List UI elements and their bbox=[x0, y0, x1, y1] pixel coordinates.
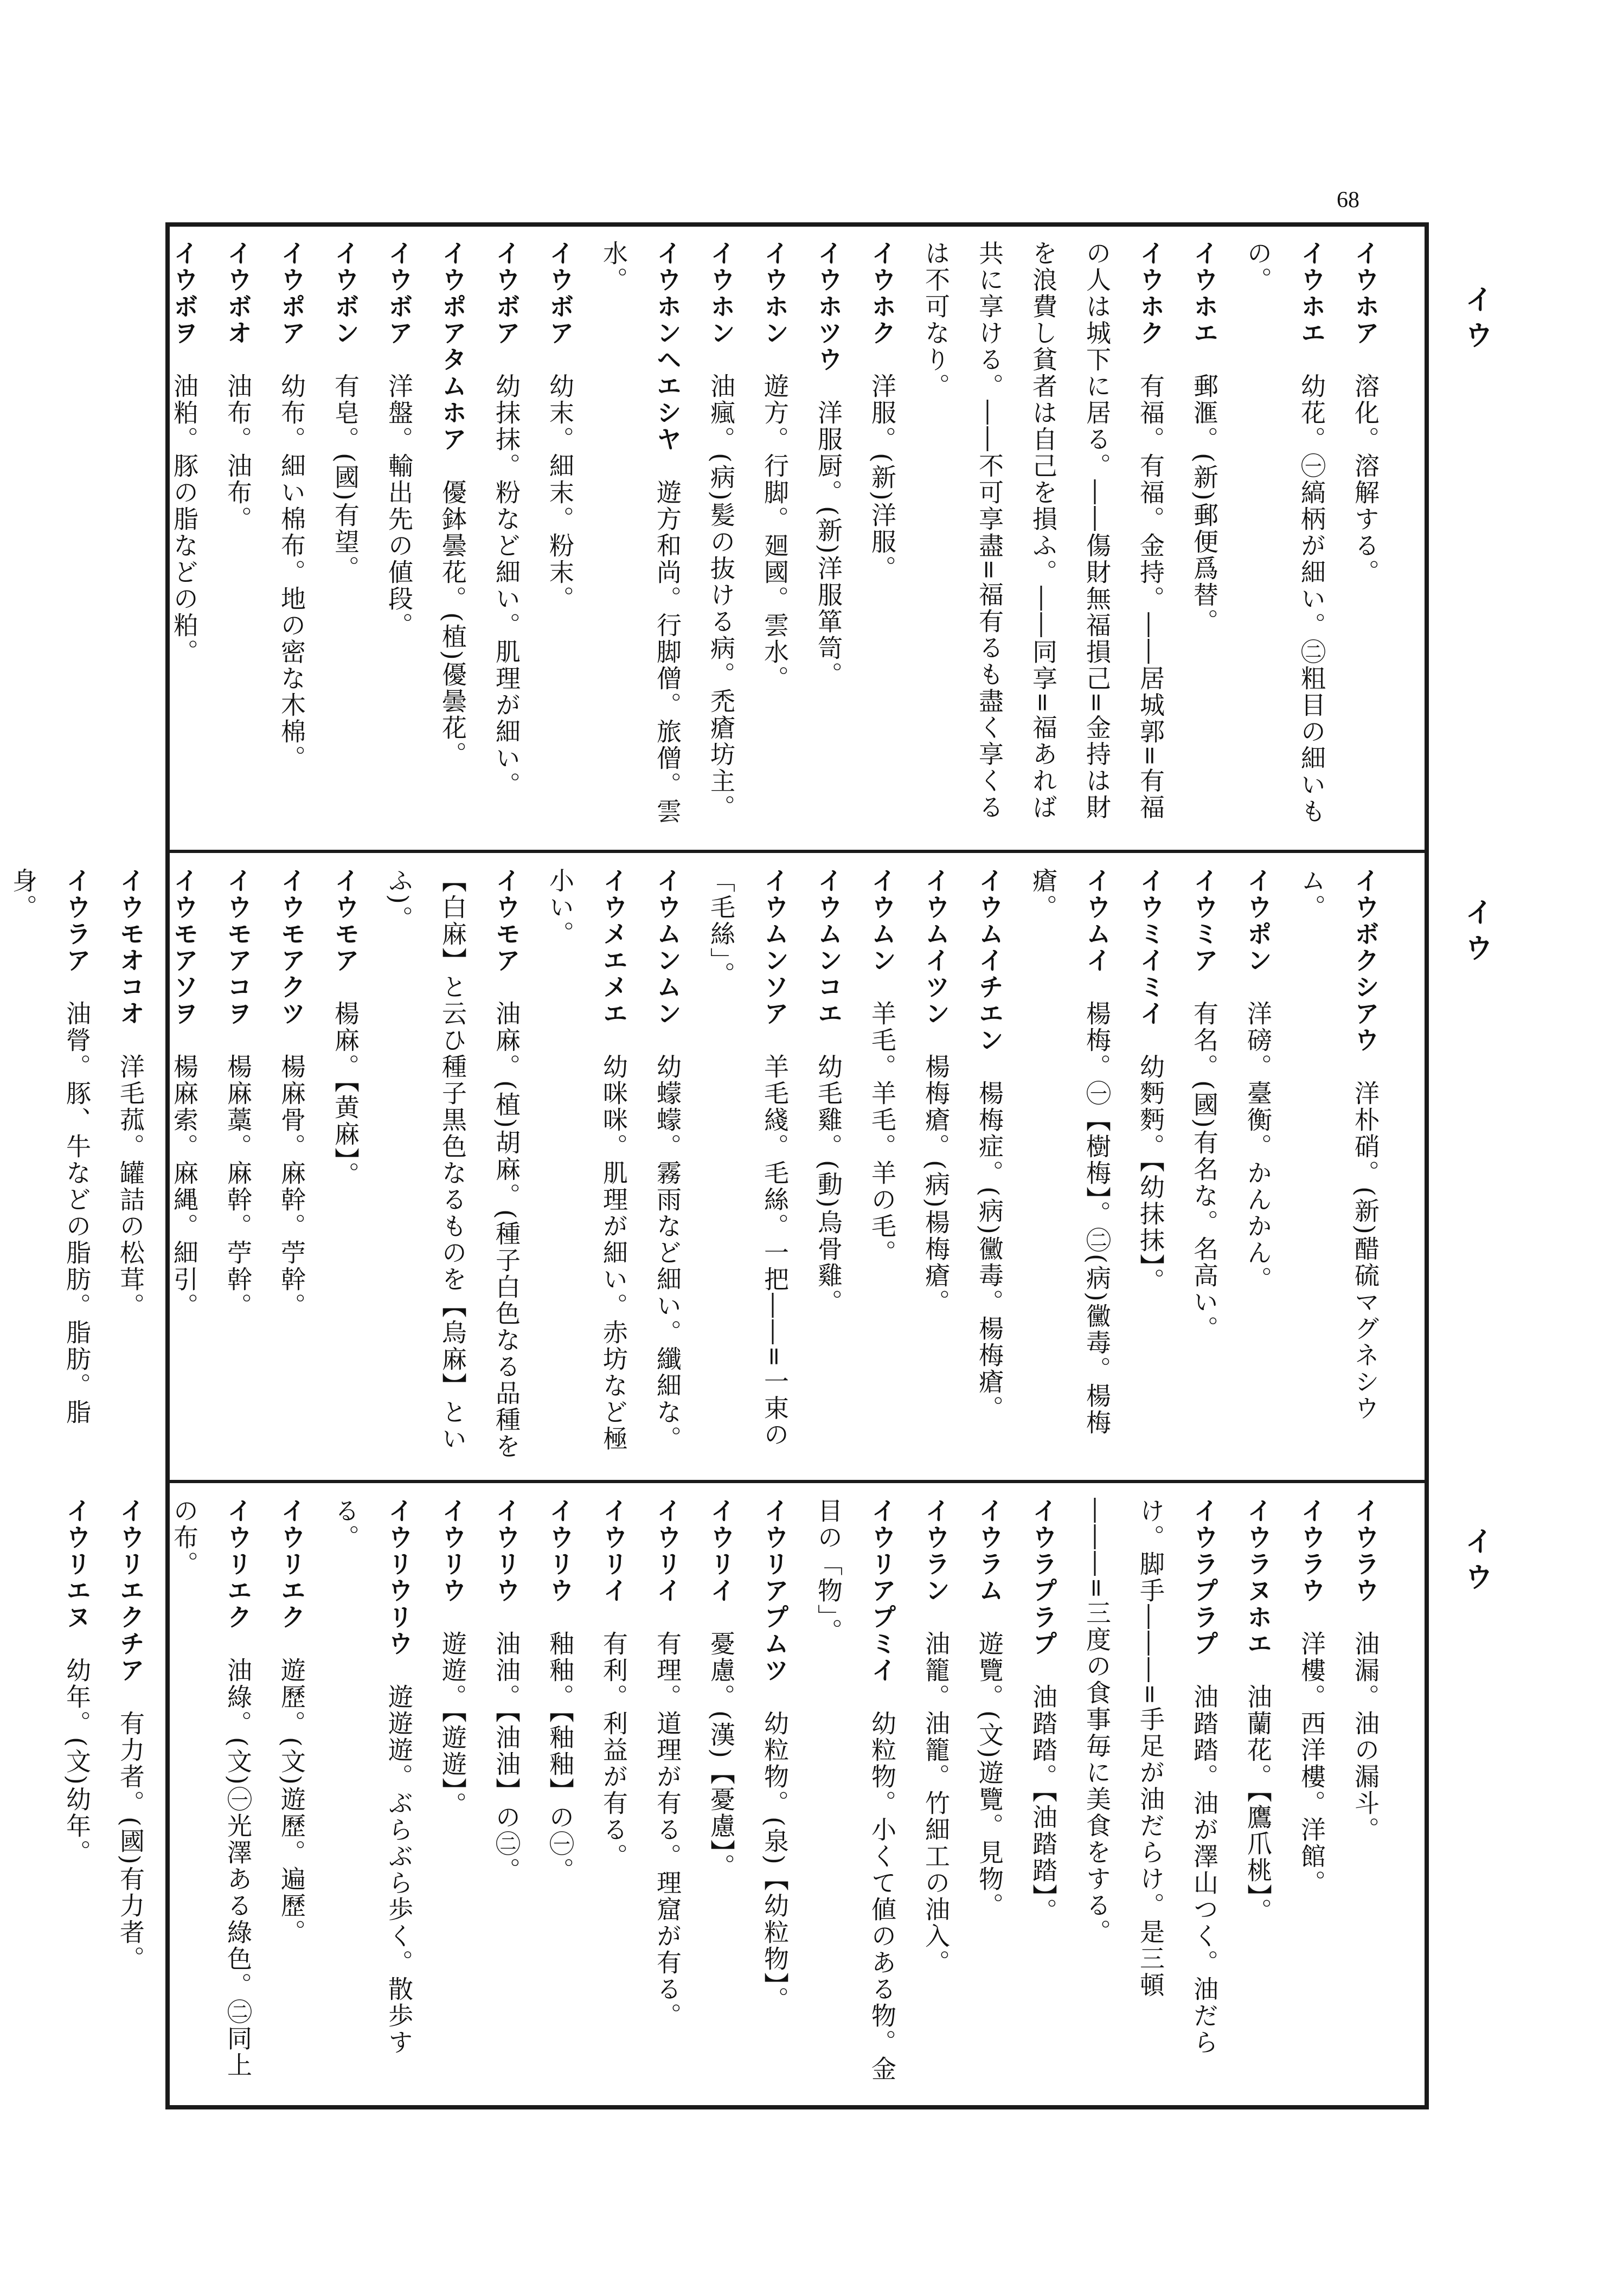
entry-headword: イウホク bbox=[1136, 240, 1165, 347]
dictionary-entry bbox=[426, 240, 479, 834]
entry-headword: イウムイチエン bbox=[975, 868, 1004, 1054]
dictionary-entry bbox=[211, 240, 265, 834]
entry-headword: イウボン bbox=[331, 240, 360, 347]
entry-definition: 油籠。油籠。竹細工の油入。 bbox=[921, 1631, 951, 1976]
entry-definition: 遊方和尚。行脚僧。旅僧。雲水。 bbox=[599, 240, 682, 825]
dictionary-entry bbox=[0, 868, 104, 1464]
section-header-2: イウ bbox=[1460, 897, 1493, 969]
entry-headword: イウリイ bbox=[707, 1498, 736, 1604]
entry-definition: 油粕。豚の脂などの粕。 bbox=[170, 373, 199, 665]
entry-headword: イウホンヘエシヤ bbox=[653, 240, 682, 453]
entry-headword: イウボヲ bbox=[170, 240, 199, 347]
dictionary-entry bbox=[1177, 240, 1231, 834]
entry-definition: 油膋。豚、牛などの脂肪。脂肪。脂身。 bbox=[9, 868, 92, 1426]
section-header-3: イウ bbox=[1460, 1527, 1493, 1598]
dictionary-entry bbox=[748, 240, 801, 834]
dictionary-entry bbox=[426, 1498, 479, 2092]
entry-headword: イウムイツン bbox=[921, 868, 951, 1027]
entry-headword: イウリイ bbox=[599, 1498, 628, 1604]
entry-definition: 油麻。(植)胡麻。(種子白色なる品種を【白麻】と云ひ種子黒色なるものを【烏麻】といふ)。 bbox=[384, 868, 521, 1460]
entry-headword: イウモアクツ bbox=[277, 868, 306, 1027]
dictionary-entry bbox=[1285, 1498, 1338, 2092]
entry-headword: イウリアプミイ bbox=[868, 1498, 897, 1684]
dictionary-entry bbox=[1231, 1498, 1285, 2092]
entry-definition: 油踏踏。油が澤山つく。油だらけ。脚手―――=手足が油だらけ。是三頓―――=三度の食事毎に美食をする。 bbox=[1082, 1498, 1219, 2056]
entry-definition: 油綠。(文)㊀光澤ある綠色。㊁同上の布。 bbox=[170, 1498, 253, 2079]
dictionary-entry bbox=[1285, 868, 1392, 1464]
dictionary-entry bbox=[372, 240, 426, 834]
entry-headword: イウリウ bbox=[492, 1498, 521, 1604]
section-header-1: イウ bbox=[1460, 285, 1493, 356]
dictionary-entry bbox=[318, 868, 372, 1464]
entry-definition: 楊梅。㊀【樹梅】。㊁(病)黴毒。楊梅瘡。 bbox=[1029, 868, 1112, 1436]
dictionary-entry bbox=[587, 1498, 640, 2092]
entry-headword: イウムンムン bbox=[653, 868, 682, 1027]
entry-headword: イウラヌホエ bbox=[1243, 1498, 1273, 1657]
entry-definition: 遊遊遊。ぶらぶら歩く。散歩する。 bbox=[331, 1498, 414, 2056]
entry-columns bbox=[0, 868, 1392, 1464]
entry-definition: 楊麻藁。麻幹。苧幹。 bbox=[223, 1054, 253, 1319]
entry-definition: 洋樓。西洋樓。洋館。 bbox=[1297, 1631, 1326, 1896]
entry-definition: 油油。【油油】の㊁。 bbox=[492, 1631, 521, 1884]
dictionary-entry bbox=[318, 1498, 426, 2092]
entry-definition: 幼年。(文)幼年。 bbox=[62, 1657, 92, 1866]
dictionary-entry bbox=[104, 1498, 157, 2092]
entry-headword: イウホツウ bbox=[814, 240, 843, 373]
entry-definition: 釉釉。【釉釉】の㊀。 bbox=[546, 1631, 575, 1884]
entry-definition: 遊遊。【遊遊】。 bbox=[438, 1631, 467, 1818]
entry-headword: イウラム bbox=[975, 1498, 1004, 1604]
entry-definition: 溶化。溶解する。 bbox=[1351, 373, 1380, 586]
dictionary-entry bbox=[801, 868, 855, 1464]
dictionary-entry bbox=[909, 1498, 963, 2092]
entry-headword: イウモオコオ bbox=[116, 868, 145, 1027]
dictionary-entry bbox=[1338, 1498, 1392, 2092]
entry-definition: 幼蠓蠓。霧雨など細い。纖細な。 bbox=[653, 1054, 682, 1452]
dictionary-entry bbox=[1016, 868, 1124, 1464]
entry-headword: イウボア bbox=[384, 240, 414, 347]
entry-definition: 幼花。㊀縞柄が細い。㊁粗目の細いもの。 bbox=[1243, 240, 1326, 825]
entry-headword: イウホア bbox=[1351, 240, 1380, 347]
entry-headword: イウミイミイ bbox=[1136, 868, 1165, 1027]
entry-headword: イウモア bbox=[331, 868, 360, 974]
entry-headword: イウリエクチア bbox=[116, 1498, 145, 1684]
entry-headword: イウホエ bbox=[1190, 240, 1219, 347]
dictionary-entry bbox=[748, 1498, 801, 2092]
dictionary-entry bbox=[104, 868, 157, 1464]
dictionary-entry bbox=[1231, 240, 1338, 834]
entry-definition: 憂慮。(漢)【憂慮】。 bbox=[707, 1631, 736, 1880]
dictionary-entry bbox=[640, 868, 694, 1464]
dictionary-entry bbox=[372, 868, 533, 1464]
dictionary-entry bbox=[50, 1498, 104, 2092]
entry-headword: イウホエ bbox=[1297, 240, 1326, 347]
entry-definition: 有理。道理が有る。理窟が有る。 bbox=[653, 1631, 682, 2029]
entry-definition: 遊方。行脚。廻國。雲水。 bbox=[760, 373, 790, 692]
entry-headword: イウリイ bbox=[653, 1498, 682, 1604]
dictionary-entry bbox=[533, 868, 640, 1464]
entry-definition: 羊毛。羊毛。羊の毛。 bbox=[868, 1001, 897, 1266]
dictionary-entry bbox=[909, 240, 1177, 834]
entry-headword: イウリアプムツ bbox=[760, 1498, 790, 1684]
entry-headword: イウリウ bbox=[438, 1498, 467, 1604]
dictionary-entry bbox=[157, 868, 211, 1464]
entry-definition: 有利。利益が有る。 bbox=[599, 1631, 628, 1870]
entry-definition: 幼麪麪。【幼抹抹】。 bbox=[1136, 1054, 1165, 1294]
dictionary-entry bbox=[855, 868, 909, 1464]
entry-headword: イウムイ bbox=[1082, 868, 1112, 974]
dictionary-entry bbox=[694, 1498, 748, 2092]
entry-definition: 洋磅。臺衡。かんかん。 bbox=[1243, 1001, 1273, 1293]
entry-headword: イウモアソヲ bbox=[170, 868, 199, 1027]
entry-definition: 有名。(國)有名な。名高い。 bbox=[1190, 1001, 1219, 1342]
entry-definition: 楊梅瘡。(病)楊梅瘡。 bbox=[921, 1054, 951, 1316]
entry-definition: 羊毛綫。毛絲。一把――=一束の「毛絲」。 bbox=[707, 868, 790, 1448]
entry-definition: 洋服。(新)洋服。 bbox=[868, 373, 897, 582]
entry-definition: 幼粒物。(泉)【幼粒物】。 bbox=[760, 1710, 790, 2013]
dictionary-entry bbox=[963, 1498, 1016, 2092]
section-divider bbox=[170, 1480, 1425, 1483]
dictionary-entry bbox=[265, 868, 318, 1464]
dictionary-entry bbox=[909, 868, 963, 1464]
dictionary-entry bbox=[318, 240, 372, 834]
dictionary-entry bbox=[1177, 868, 1231, 1464]
entry-definition: 有皂。(國)有望。 bbox=[331, 373, 360, 582]
entry-headword: イウムンソア bbox=[760, 868, 790, 1027]
entry-definition: 郵滙。(新)郵便爲替。 bbox=[1190, 373, 1219, 635]
entry-headword: イウリエク bbox=[277, 1498, 306, 1631]
entry-headword: イウリウリウ bbox=[384, 1498, 414, 1657]
entry-definition: 洋盤。輸出先の値段。 bbox=[384, 373, 414, 639]
section-divider bbox=[170, 850, 1425, 853]
dictionary-section-3 bbox=[62, 1484, 1425, 2105]
entry-headword: イウラプラプ bbox=[1029, 1498, 1058, 1657]
entry-headword: イウラウ bbox=[1297, 1498, 1326, 1604]
page-number: 68 bbox=[1337, 188, 1359, 213]
entry-headword: イウラプラプ bbox=[1190, 1498, 1219, 1657]
dictionary-entry bbox=[479, 1498, 533, 2092]
dictionary-entry bbox=[265, 1498, 318, 2092]
dictionary-entry bbox=[1124, 868, 1177, 1464]
entry-headword: イウホク bbox=[868, 240, 897, 347]
entry-headword: イウラン bbox=[921, 1498, 951, 1604]
entry-headword: イウラウ bbox=[1351, 1498, 1380, 1604]
entry-headword: イウボクシアウ bbox=[1351, 868, 1380, 1054]
dictionary-entry bbox=[1016, 1498, 1070, 2092]
entry-columns bbox=[157, 240, 1392, 834]
entry-headword: イウリエヌ bbox=[62, 1498, 92, 1631]
entry-definition: 楊麻索。麻縄。細引。 bbox=[170, 1054, 199, 1319]
dictionary-entry bbox=[587, 240, 694, 834]
dictionary-entry bbox=[963, 868, 1016, 1464]
entry-definition: 楊麻骨。麻幹。苧幹。 bbox=[277, 1054, 306, 1319]
entry-definition: 洋毛菰。罐詰の松茸。 bbox=[116, 1054, 145, 1319]
entry-headword: イウポン bbox=[1243, 868, 1273, 974]
entry-definition: 幼咪咪。肌理が細い。赤坊など極小い。 bbox=[546, 868, 628, 1452]
entry-headword: イウムン bbox=[868, 868, 897, 974]
entry-headword: イウムンコエ bbox=[814, 868, 843, 1027]
dictionary-section-1 bbox=[170, 227, 1425, 848]
entry-definition: 優鉢曇花。(植)優曇花。 bbox=[438, 479, 467, 768]
dictionary-entry bbox=[157, 240, 211, 834]
entry-headword: イウミア bbox=[1190, 868, 1219, 974]
dictionary-entry bbox=[694, 240, 748, 834]
entry-headword: イウモアコヲ bbox=[223, 868, 253, 1027]
entry-definition: 油布。油布。 bbox=[223, 373, 253, 533]
entry-definition: 幼末。細末。粉末。 bbox=[546, 373, 575, 612]
entry-definition: 遊歷。(文)遊歷。遍歷。 bbox=[277, 1657, 306, 1946]
entry-columns bbox=[50, 1498, 1392, 2092]
entry-headword: イウポア bbox=[277, 240, 306, 347]
dictionary-entry bbox=[640, 1498, 694, 2092]
entry-definition: 幼布。細い棉布。地の密な木棉。 bbox=[277, 373, 306, 772]
dictionary-entry bbox=[479, 240, 533, 834]
dictionary-entry bbox=[533, 1498, 587, 2092]
entry-definition: 油蘭花。【鷹爪桃】。 bbox=[1243, 1684, 1273, 1925]
dictionary-entry bbox=[801, 240, 855, 834]
dictionary-entry bbox=[157, 1498, 265, 2092]
entry-headword: イウホン bbox=[760, 240, 790, 347]
dictionary-entry bbox=[265, 240, 318, 834]
dictionary-section-2 bbox=[9, 854, 1425, 1478]
dictionary-entry bbox=[694, 868, 801, 1464]
dictionary-entry bbox=[1231, 868, 1285, 1464]
dictionary-entry bbox=[855, 240, 909, 834]
entry-definition: 洋朴硝。(新)醋硫マグネシウム。 bbox=[1297, 868, 1380, 1422]
entry-definition: 油漏。油の漏斗。 bbox=[1351, 1631, 1380, 1843]
dictionary-entry bbox=[533, 240, 587, 834]
entry-definition: 洋服厨。(新)洋服箪笥。 bbox=[814, 400, 843, 688]
entry-definition: 幼抹抹。粉など細い。肌理が細い。 bbox=[492, 373, 521, 798]
entry-definition: 油瘋。(病)髪の抜ける病。禿瘡坊主。 bbox=[707, 373, 736, 821]
entry-headword: イウホン bbox=[707, 240, 736, 347]
entry-definition: 楊麻。【黄麻】。 bbox=[331, 1001, 360, 1188]
entry-headword: イウボオ bbox=[223, 240, 253, 347]
entry-headword: イウポアタムホア bbox=[438, 240, 467, 453]
entry-headword: イウリウ bbox=[546, 1498, 575, 1604]
entry-definition: 遊覽。(文)遊覽。見物。 bbox=[975, 1631, 1004, 1919]
dictionary-entry bbox=[801, 1498, 909, 2092]
entry-headword: イウボア bbox=[492, 240, 521, 347]
entry-definition: 油踏踏。【油踏踏】。 bbox=[1029, 1684, 1058, 1925]
dictionary-entry bbox=[1070, 1498, 1231, 2092]
dictionary-entry bbox=[211, 868, 265, 1464]
entry-definition: 幼毛雞。(動)烏骨雞。 bbox=[814, 1054, 843, 1316]
entry-definition: 有福。有福。金持。――居城郭=有福の人は城下に居る。――傷財無福損己=金持は財を浪費し貧者は自己を損ふ。――同享=福あれば共に享ける。――不可享盡=福有るも盡く享くるは不可なり。 bbox=[921, 240, 1165, 821]
entry-headword: イウメエメエ bbox=[599, 868, 628, 1027]
entry-headword: イウボア bbox=[546, 240, 575, 347]
entry-definition: 幼粒物。小くて値のある物。金目の「物」。 bbox=[814, 1498, 897, 2082]
entry-headword: イウラア bbox=[62, 868, 92, 974]
entry-headword: イウリエク bbox=[223, 1498, 253, 1631]
dictionary-entry bbox=[1338, 240, 1392, 834]
entry-definition: 有力者。(國)有力者。 bbox=[116, 1710, 145, 1972]
entry-definition: 楊梅症。(病)黴毒。楊梅瘡。 bbox=[975, 1080, 1004, 1422]
entry-headword: イウモア bbox=[492, 868, 521, 974]
